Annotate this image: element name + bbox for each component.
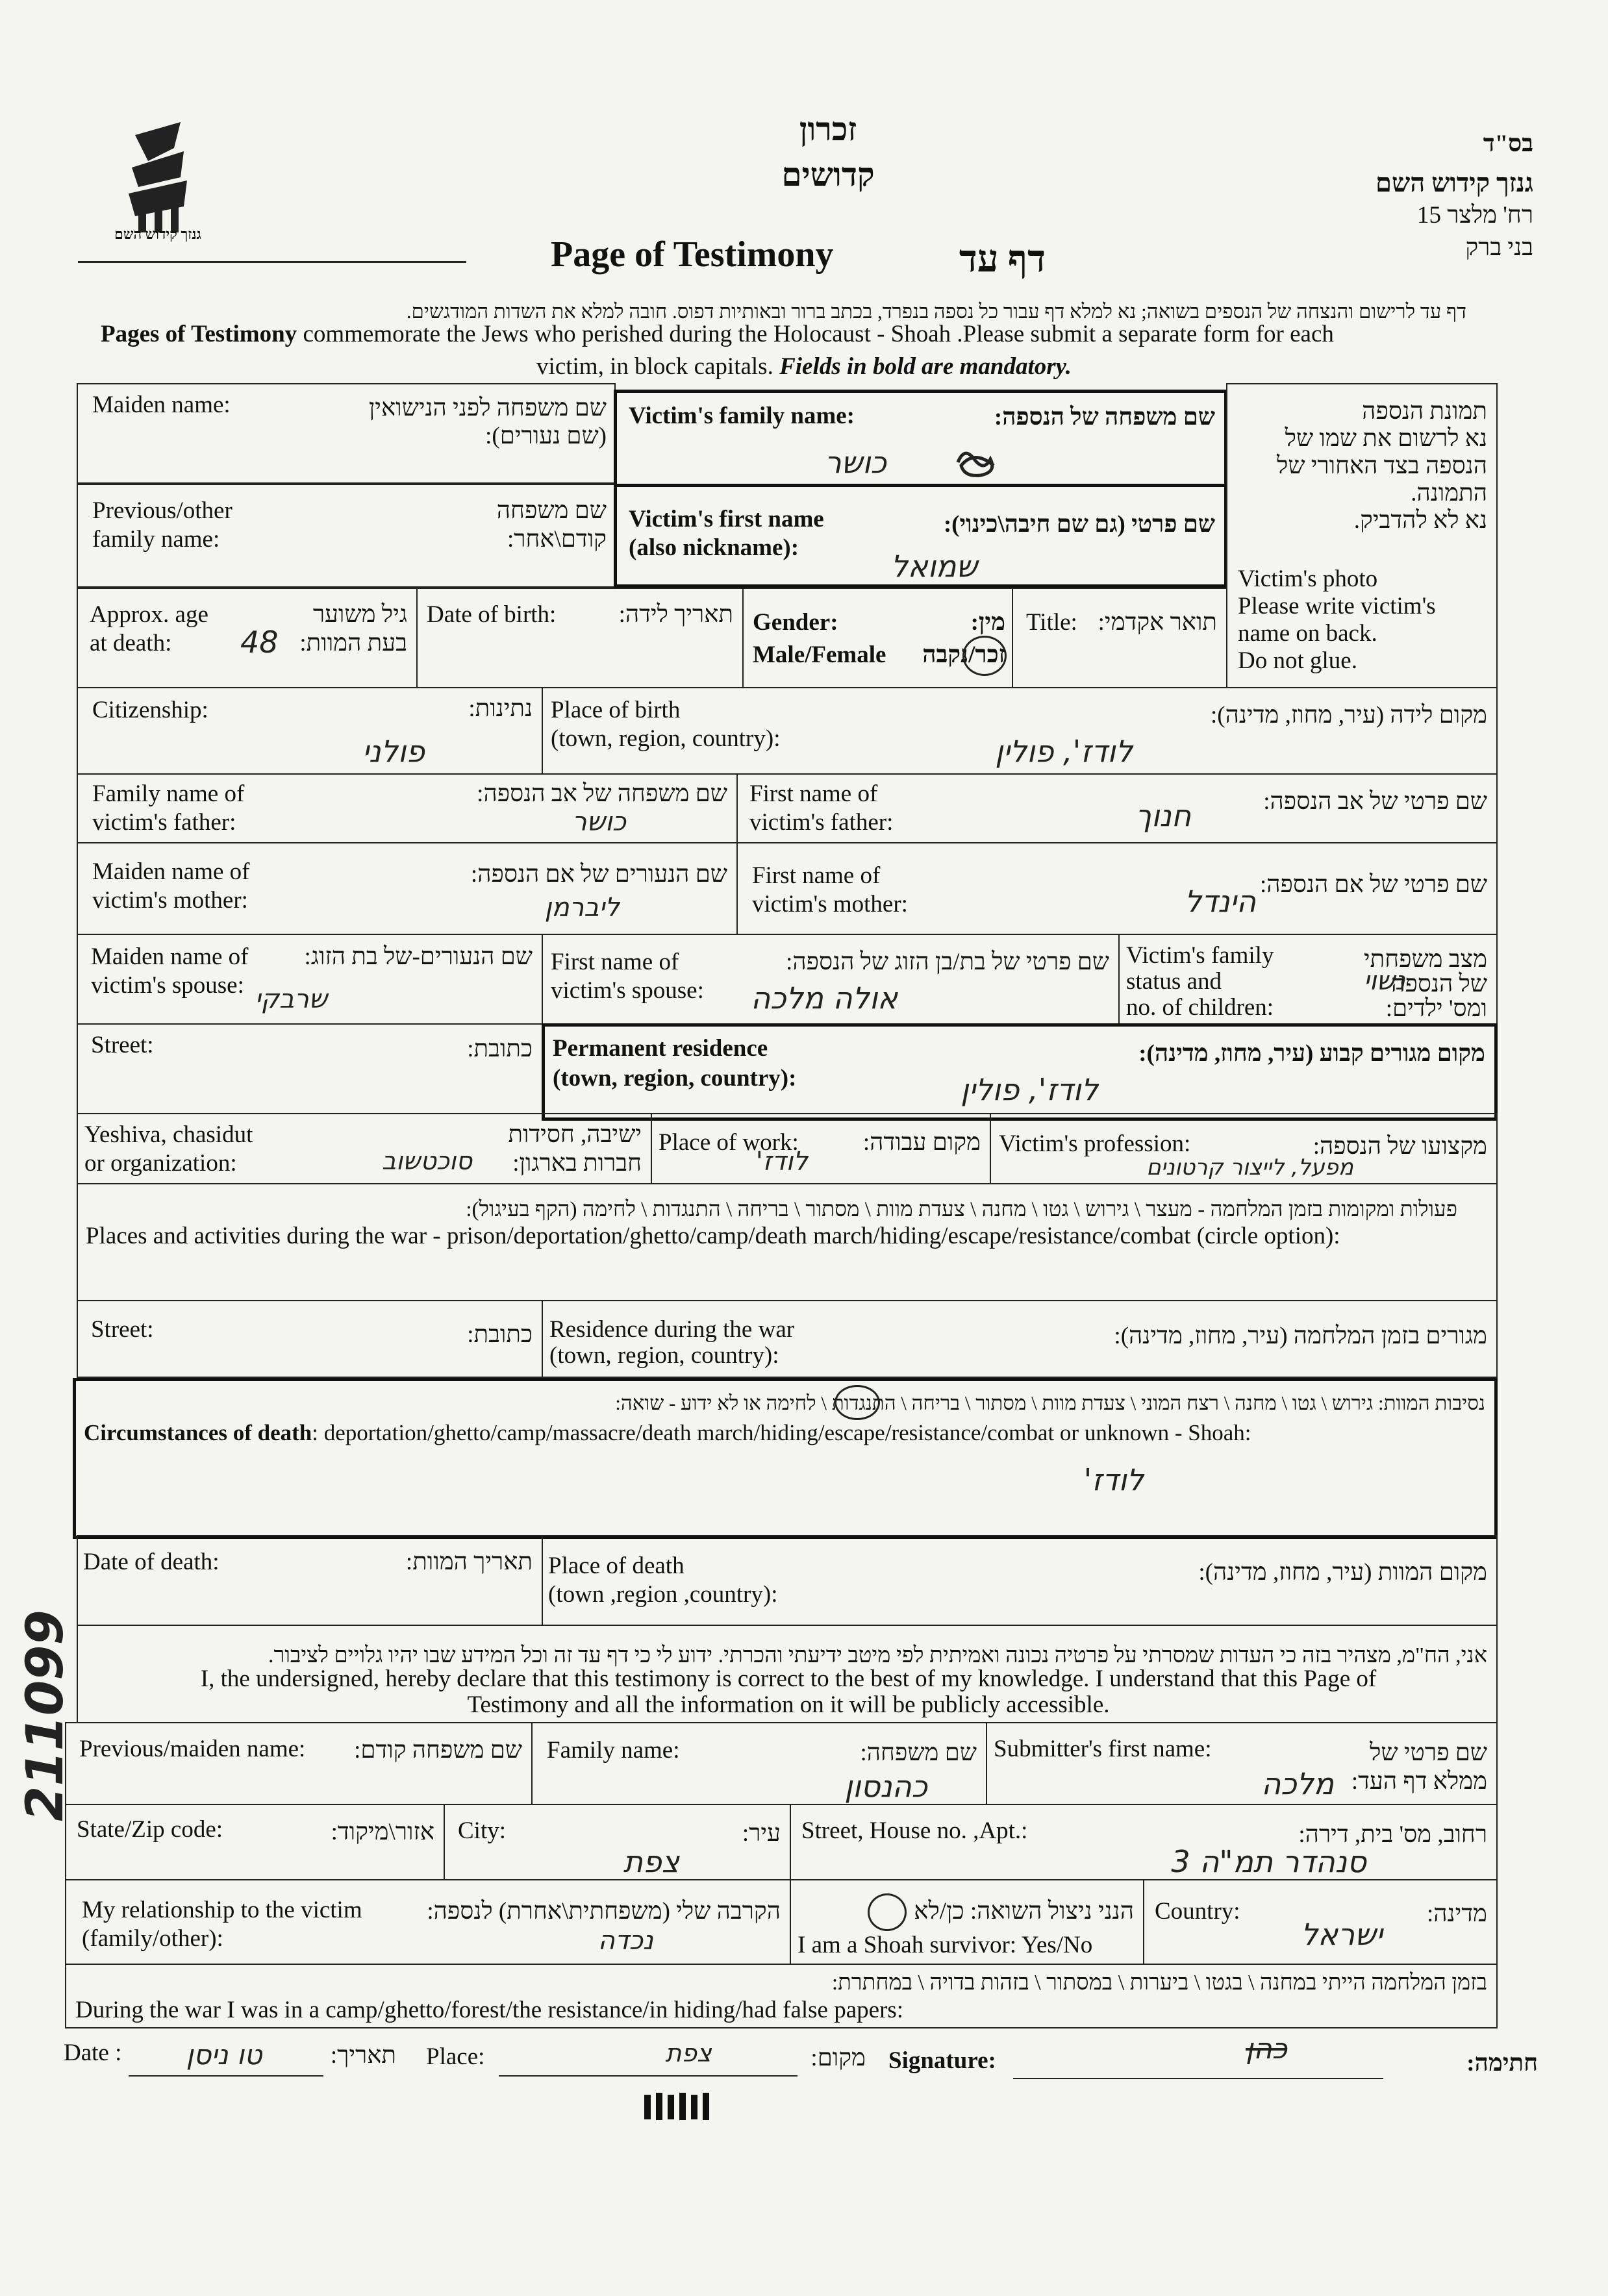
- yeshiva-label-he1: ישיבה, חסידות: [508, 1121, 642, 1148]
- submitter-prev-name-cell[interactable]: [65, 1722, 533, 1805]
- org-address: רח' מלצר 15: [1416, 202, 1533, 229]
- place-label-he: מקום:: [810, 2045, 866, 2071]
- street-label: Street:: [91, 1032, 154, 1058]
- declaration-he: אני, הח"מ, מצהיר בזה כי העדות שמסרתי על פרטיה נכונה ואמיתית לפי מיטב ידיעתי והכרתי. ידוע לי כי דף עד זה וכל המידע שבו יהיו גלויים לציבור.: [268, 1643, 1487, 1667]
- maiden-name-cell[interactable]: [77, 383, 616, 484]
- photo-he2: נא לרשום את שמו של: [1285, 425, 1487, 452]
- submitter-prev-name-label: Previous/maiden name:: [79, 1736, 306, 1762]
- submitter-family-name-cell[interactable]: [531, 1722, 987, 1805]
- city-label: City:: [458, 1817, 507, 1844]
- dob-cell[interactable]: [416, 588, 744, 688]
- residence-label1: Permanent residence: [553, 1035, 768, 1062]
- father-family-cell[interactable]: [77, 773, 738, 843]
- photo-cell[interactable]: [1226, 383, 1498, 688]
- father-family-value: כושר: [572, 807, 626, 837]
- survivor-label: I am a Shoah survivor: Yes/No: [798, 1932, 1093, 1958]
- activities-cell[interactable]: [77, 1183, 1498, 1301]
- first-name-label-he: שם פרטי (גם שם חיבה\כינוי):: [943, 511, 1215, 538]
- war-res-label1: Residence during the war: [549, 1316, 795, 1343]
- war-residence-cell[interactable]: [542, 1300, 1498, 1378]
- photo-he3: הנספה בצד האחורי של: [1276, 453, 1487, 479]
- bsd: בס"ד: [1483, 131, 1533, 157]
- gender-circle: [962, 636, 1007, 676]
- place-label: Place:: [426, 2043, 485, 2070]
- spouse-first-cell[interactable]: [542, 934, 1120, 1025]
- stamp-number: 211099: [16, 1610, 75, 1821]
- zikhron-line2: קדושים: [781, 156, 875, 193]
- zip-code-cell[interactable]: [65, 1804, 445, 1880]
- father-first-label-he: שם פרטי של אב הנספה:: [1263, 788, 1487, 815]
- residence-label2: (town, region, country):: [553, 1065, 797, 1092]
- spouse-maiden-label-he: שם הנעורים-של בת הזוג:: [304, 943, 533, 970]
- residence-value: לודז', פולין: [961, 1072, 1098, 1107]
- submitter-first-name-label: Submitter's first name:: [994, 1736, 1212, 1762]
- death-date-label-he: תאריך המוות:: [405, 1549, 533, 1575]
- family-status-value: נשוי: [1363, 966, 1405, 996]
- citizenship-label: Citizenship:: [92, 697, 208, 723]
- relationship-label2: (family/other):: [82, 1925, 223, 1952]
- family-status-label-he3: ומס' ילדים:: [1385, 995, 1487, 1022]
- death-place-label1: Place of death: [548, 1553, 685, 1579]
- work-label-he: מקום עבודה:: [862, 1129, 981, 1156]
- family-status-label-he1: מצב משפחתי: [1363, 946, 1487, 973]
- maiden-name-label-he2: (שם נעורים):: [485, 423, 607, 449]
- family-name-label: Victim's family name:: [629, 403, 855, 429]
- city-cell[interactable]: [444, 1804, 791, 1880]
- submitter-first-name-cell[interactable]: [986, 1722, 1498, 1805]
- yeshiva-cell[interactable]: [77, 1113, 652, 1184]
- war-street-label: Street:: [91, 1316, 154, 1343]
- permanent-residence-cell[interactable]: [542, 1023, 1498, 1121]
- photo-en4: Do not glue.: [1238, 647, 1357, 674]
- age-value: 48: [240, 625, 279, 660]
- first-name-label1: Victim's first name: [629, 506, 824, 532]
- spouse-maiden-label1: Maiden name of: [91, 943, 249, 970]
- country-cell[interactable]: [1143, 1879, 1498, 1965]
- academic-title-cell[interactable]: [1012, 588, 1227, 688]
- father-first-cell[interactable]: [736, 773, 1498, 843]
- family-name-cell[interactable]: [614, 390, 1227, 487]
- scribble-icon: [955, 446, 1000, 479]
- residence-label-he: מקום מגורים קבוע (עיר, מחוז, מדינה):: [1138, 1040, 1485, 1067]
- submitter-family-name-label-he: שם משפחה:: [860, 1740, 977, 1766]
- profession-cell[interactable]: [990, 1113, 1498, 1184]
- family-status-label3: no. of children:: [1126, 994, 1274, 1021]
- family-name-value: כושר: [824, 445, 886, 480]
- signature-label-he: חתימה:: [1466, 2050, 1538, 2077]
- war-street-label-he: כתובת:: [467, 1321, 533, 1348]
- gender-label-he2: זכר/נקבה: [922, 642, 1005, 668]
- street-label-he: כתובת:: [467, 1036, 533, 1062]
- submitter-prev-name-label-he: שם משפחה קודם:: [354, 1737, 522, 1764]
- dob-label-he: תאריך לידה:: [618, 601, 733, 628]
- org-city: בני ברק: [1465, 234, 1533, 261]
- father-first-label2: victim's father:: [749, 809, 894, 836]
- logo-text: גנזך קידוש השם: [114, 226, 201, 242]
- prev-name-label1: Previous/other: [92, 497, 232, 524]
- father-first-value: חנוך: [1135, 798, 1191, 833]
- first-name-label2: (also nickname):: [629, 534, 799, 561]
- submitter-first-name-label-he2: ממלא דף העד:: [1351, 1768, 1487, 1795]
- pob-value: לודז', פולין: [995, 734, 1133, 769]
- citizenship-cell[interactable]: [77, 687, 543, 775]
- zikhron-line1: זכרון: [799, 111, 857, 147]
- death-place-label-he: מקום המוות (עיר, מחוז, מדינה):: [1198, 1559, 1487, 1586]
- death-circ-label-bold: Circumstances of death: [84, 1420, 312, 1445]
- pob-label-he: מקום לידה (עיר, מחוז, מדינה):: [1211, 702, 1487, 729]
- war-experience-cell[interactable]: [65, 1964, 1498, 2028]
- maiden-name-label: Maiden name:: [92, 392, 231, 418]
- work-label: Place of work:: [659, 1129, 799, 1156]
- death-place-label2: (town ,region ,country):: [548, 1581, 778, 1608]
- work-value: לודז': [755, 1147, 808, 1177]
- photo-en3: name on back.: [1238, 620, 1377, 647]
- date-label-he: תאריך:: [330, 2042, 396, 2069]
- country-label: Country:: [1155, 1898, 1240, 1925]
- prev-name-label-he2: קודם\אחר:: [507, 526, 607, 553]
- father-family-label1: Family name of: [92, 780, 245, 807]
- zip-label-he: אזור\מיקוד:: [331, 1819, 434, 1845]
- survivor-label-he: הנני ניצול השואה: כן/לא: [914, 1898, 1134, 1925]
- submitter-street-label-he: רחוב, מס' בית, דירה:: [1298, 1821, 1487, 1848]
- mother-maiden-value: ליברמן: [544, 893, 620, 923]
- declaration-en2: Testimony and all the information on it will be publicly accessible.: [467, 1691, 1110, 1718]
- mother-first-value: הינדל: [1184, 884, 1256, 919]
- city-label-he: עיר:: [742, 1820, 781, 1847]
- dob-label: Date of birth:: [427, 601, 557, 628]
- gender-label1: Gender:: [753, 609, 838, 636]
- title-label: Title:: [1026, 609, 1077, 636]
- death-circ-value: לודז': [1083, 1462, 1144, 1497]
- intro-en-bold: Pages of Testimony: [101, 321, 297, 347]
- yeshiva-value: סוכטשוב: [382, 1147, 472, 1175]
- profession-label-he: מקצועו של הנספה:: [1313, 1133, 1487, 1160]
- city-value: צפת: [623, 1844, 679, 1879]
- submitter-first-name-label-he1: שם פרטי של: [1370, 1740, 1487, 1766]
- pob-label2: (town, region, country):: [551, 725, 781, 752]
- ghetto-circle: [835, 1385, 880, 1420]
- spouse-maiden-value: שרבקי: [255, 984, 327, 1014]
- death-place-cell[interactable]: [542, 1535, 1498, 1626]
- father-family-label-he: שם משפחה של אב הנספה:: [477, 780, 727, 807]
- photo-he5: נא לא להדביק.: [1353, 507, 1487, 534]
- death-circ-label-he: נסיבות המוות: גירוש \ גטו \ מחנה \ רצח המוני \ צעדת מוות \ מסתור \ בריחה \ התנגדות \ לחימה או לא ידוע - שואה:: [615, 1391, 1485, 1414]
- declaration-en1: I, the undersigned, hereby declare that this testimony is correct to the best of my knowledge. I understand that this Page of: [200, 1666, 1377, 1692]
- photo-en2: Please write victim's: [1238, 593, 1436, 619]
- war-res-label-he: מגורים בזמן המלחמה (עיר, מחוז, מדינה):: [1114, 1323, 1487, 1349]
- mother-first-cell[interactable]: [736, 842, 1498, 935]
- declaration-cell: [77, 1625, 1498, 1723]
- intro-en-line2: [0, 353, 1608, 381]
- age-label-he1: גיל משוער: [312, 601, 407, 628]
- citizenship-label-he: נתינות:: [468, 695, 533, 722]
- street-cell[interactable]: [77, 1023, 543, 1114]
- age-label-he2: בעת המוות:: [299, 630, 407, 656]
- spouse-first-value: אולה מלכה: [751, 980, 898, 1016]
- gender-cell[interactable]: [742, 588, 1013, 688]
- yeshiva-label-he2: חברות בארגון:: [512, 1150, 642, 1177]
- yeshiva-label2: or organization:: [84, 1150, 237, 1177]
- spouse-first-label-he: שם פרטי של בת/בן הזוג של הנספה:: [786, 949, 1109, 975]
- prev-family-name-cell[interactable]: [77, 484, 616, 588]
- country-value: ישראל: [1301, 1917, 1383, 1952]
- war-experience-label-he: בזמן המלחמה הייתי במחנה \ בגטו \ ביערות \ במסתור \ בזהות בדויה \ במחתרת:: [831, 1971, 1487, 1995]
- zip-label: State/Zip code:: [77, 1816, 223, 1843]
- death-circ-label: : deportation/ghetto/camp/massacre/death march/hiding/escape/resistance/combat or unknown - Shoah:: [312, 1420, 1251, 1445]
- first-name-value: שמואל: [890, 549, 977, 584]
- death-date-label: Date of death:: [83, 1549, 220, 1575]
- family-status-label2: status and: [1126, 968, 1222, 995]
- yeshiva-label1: Yeshiva, chasidut: [84, 1121, 253, 1148]
- mother-maiden-label2: victim's mother:: [92, 887, 248, 914]
- submitter-family-name-label: Family name:: [547, 1737, 680, 1764]
- prev-name-label2: family name:: [92, 526, 220, 553]
- intro-en-rest: commemorate the Jews who perished during the Holocaust - Shoah .Please submit a separate form for each: [297, 321, 1334, 347]
- profession-value: מפעל, לייצור קרטונים: [1146, 1154, 1353, 1180]
- logo: [109, 122, 207, 252]
- age-label1: Approx. age: [90, 601, 208, 628]
- country-label-he: מדינה:: [1426, 1901, 1487, 1927]
- date-value[interactable]: טו ניסן: [186, 2039, 262, 2071]
- family-name-label-he: שם משפחה של הנספה:: [994, 404, 1215, 430]
- submitter-street-label: Street, House no. ,Apt.:: [801, 1817, 1028, 1844]
- intro-en-mandatory: Fields in bold are mandatory.: [779, 353, 1072, 380]
- spouse-first-label2: victim's spouse:: [551, 977, 704, 1004]
- submitter-first-name-value: מלכה: [1261, 1766, 1334, 1801]
- intro-he: דף עד לרישום והנצחה של הנספים בשואה; נא למלא דף עבור כל נספה בנפרד, בכתב ברור ובאותיות דפוס. חובה למלא את השדות המודגשים.: [406, 300, 1466, 323]
- father-family-label2: victim's father:: [92, 809, 236, 836]
- mother-first-label1: First name of: [752, 862, 881, 889]
- mother-first-label2: victim's mother:: [752, 891, 908, 917]
- circumstances-of-death-cell[interactable]: [73, 1378, 1498, 1539]
- spouse-maiden-cell[interactable]: [77, 934, 543, 1025]
- title-label-he: תואר אקדמי:: [1098, 609, 1217, 636]
- relationship-cell[interactable]: [65, 1879, 791, 1965]
- mother-first-label-he: שם פרטי של אם הנספה:: [1259, 871, 1487, 898]
- barcode-icon: [643, 2090, 714, 2122]
- maiden-name-label-he1: שם משפחה לפני הנישואין: [368, 395, 607, 421]
- mother-maiden-label-he: שם הנעורים של אם הנספה:: [470, 861, 727, 888]
- profession-label: Victim's profession:: [999, 1130, 1191, 1157]
- survivor-circle: [868, 1893, 907, 1931]
- father-first-label1: First name of: [749, 780, 878, 807]
- mother-maiden-label1: Maiden name of: [92, 858, 250, 885]
- war-experience-label: During the war I was in a camp/ghetto/forest/the resistance/in hiding/had false papers:: [75, 1997, 904, 2023]
- gender-label-he1: מין:: [970, 609, 1005, 636]
- relationship-label-he: הקרבה שלי (משפחתית\אחרת) לנספה:: [427, 1898, 781, 1925]
- family-status-cell[interactable]: [1118, 934, 1498, 1025]
- activities-label-he: פעולות ומקומות בזמן המלחמה - מעצר \ גירוש \ גטו \ מחנה \ צעדת מוות \ מסתור \ בריחה \ התנגדות \ לחימה (הקף בעיגול):: [466, 1198, 1457, 1221]
- intro-en-line1: [101, 320, 1334, 348]
- survivor-cell[interactable]: [790, 1879, 1144, 1965]
- relationship-value: נכדה: [597, 1926, 653, 1956]
- age-label2: at death:: [90, 630, 172, 656]
- org-name: גנזך קידוש השם: [1376, 168, 1533, 197]
- place-of-work-cell[interactable]: [651, 1113, 991, 1184]
- place-value[interactable]: צפת: [665, 2039, 712, 2067]
- date-label: Date :: [64, 2040, 122, 2066]
- photo-he4: התמונה.: [1411, 480, 1487, 506]
- signature-label: Signature:: [888, 2047, 996, 2074]
- spouse-first-label1: First name of: [551, 949, 679, 975]
- war-street-cell[interactable]: [77, 1300, 543, 1378]
- death-date-cell[interactable]: [77, 1535, 543, 1626]
- submitter-street-value: סנהדר תמ"ה 3: [1171, 1844, 1366, 1879]
- activities-label: Places and activities during the war - prison/deportation/ghetto/camp/death march/hiding/escape/resistance/combat (circle option):: [86, 1223, 1340, 1249]
- gender-label2: Male/Female: [753, 642, 886, 668]
- submitter-street-cell[interactable]: [790, 1804, 1498, 1880]
- relationship-label1: My relationship to the victim: [82, 1897, 362, 1923]
- family-status-label-he2: של הנספה: [1391, 971, 1487, 997]
- spouse-maiden-label2: victim's spouse:: [91, 972, 244, 999]
- intro-en-line2-text: victim, in block capitals.: [536, 353, 780, 380]
- first-name-cell[interactable]: [614, 484, 1227, 588]
- photo-he1: תמונת הנספה: [1362, 398, 1487, 425]
- photo-en1: Victim's photo: [1238, 566, 1378, 592]
- war-res-label2: (town, region, country):: [549, 1342, 779, 1369]
- pob-label1: Place of birth: [551, 697, 681, 723]
- age-cell[interactable]: [77, 588, 418, 688]
- family-status-label1: Victim's family: [1126, 942, 1274, 969]
- prev-name-label-he1: שם משפחה: [496, 497, 607, 524]
- place-of-birth-cell[interactable]: [542, 687, 1498, 775]
- page-title-en: Page of Testimony: [551, 234, 834, 275]
- page-title-he: דף עד: [959, 238, 1046, 280]
- citizenship-value: פולני: [362, 734, 425, 769]
- signature-value[interactable]: כהן: [1245, 2032, 1287, 2065]
- mother-maiden-cell[interactable]: [77, 842, 738, 935]
- submitter-family-name-value: כהנסון: [844, 1769, 927, 1804]
